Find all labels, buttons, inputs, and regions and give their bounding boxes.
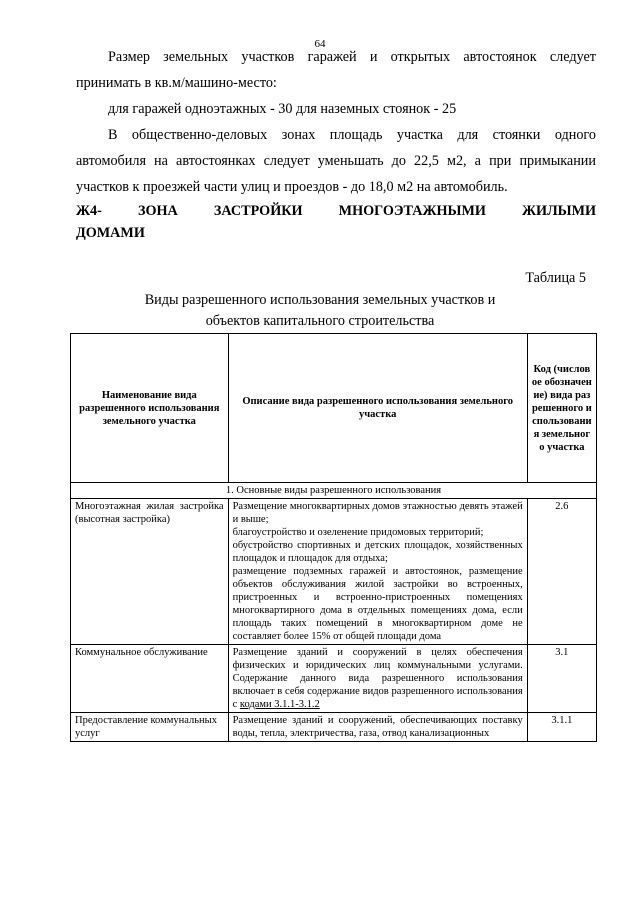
paragraph-line-2: принимать в кв.м/машино-место: <box>76 75 277 91</box>
row-code: 3.1 <box>527 645 596 713</box>
row-code: 2.6 <box>527 499 596 645</box>
description-line: размещение подземных гаражей и автостоянок, размещение объектов обслуживания жилой застройки во встроенных, пристроенных и встроенно-пристроенных помещениях многоквартирного дома в отдельных помещениях дома, если площадь таких помещений в многоквартирном доме не составляет более 15% от общей площади дома <box>232 566 523 642</box>
page-number: 64 <box>314 38 326 50</box>
table-row <box>71 713 597 742</box>
table-title-line-1: Виды разрешенного использования земельных участков и <box>144 292 496 308</box>
table-header-row <box>71 334 597 483</box>
header-description: Описание вида разрешенного использования земельного участка <box>228 334 527 483</box>
row-name: Коммунальное обслуживание <box>71 645 229 713</box>
paragraph-line-3: для гаражей одноэтажных - 30 для наземных стоянок - 25 <box>108 101 457 117</box>
row-description <box>228 499 527 645</box>
section-title: 1. Основные виды разрешенного использования <box>71 483 597 499</box>
description-line: благоустройство и озеленение придомовых территорий; <box>232 527 484 538</box>
land-use-table <box>70 333 597 742</box>
table-title-line-2: объектов капитального строительства <box>205 313 435 329</box>
row-name: Предоставление коммунальных услуг <box>71 713 229 742</box>
header-name: Наименование вида разрешенного использования земельного участка <box>71 334 229 483</box>
row-description: Размещение зданий и сооружений, обеспечивающих поставку воды, тепла, электричества, газа, отвод канализационных <box>228 713 527 742</box>
paragraph-line-5: автомобиля на автостоянках следует уменьшать до 22,5 м2, а при примыкании <box>76 153 596 169</box>
table-row <box>71 645 597 713</box>
table-row <box>71 499 597 645</box>
row-code: 3.1.1 <box>527 713 596 742</box>
paragraph-line-1: Размер земельных участков гаражей и открытых автостоянок следует <box>108 49 596 65</box>
description-line: Размещение многоквартирных домов этажностью девять этажей и выше; <box>232 501 523 525</box>
table-caption: Таблица 5 <box>525 270 586 286</box>
zone-heading-line-2: ДОМАМИ <box>76 225 145 241</box>
codes-link[interactable]: кодами 3.1.1-3.1.2 <box>239 699 320 710</box>
paragraph-line-4: В общественно-деловых зонах площадь участка для стоянки одного <box>108 127 596 143</box>
row-name: Многоэтажная жилая застройка (высотная застройка) <box>71 499 229 645</box>
paragraph-line-6: участков к проезжей части улиц и проездов - до 18,0 м2 на автомобиль. <box>76 179 508 195</box>
description-line: обустройство спортивных и детских площадок, хозяйственных площадок и площадок для отдыха; <box>232 540 523 564</box>
zone-heading-line-1: Ж4- ЗОНА ЗАСТРОЙКИ МНОГОЭТАЖНЫМИ ЖИЛЫМИ <box>76 203 596 219</box>
header-code: Код (числовое обозначение) вида разрешенного использования земельного участка <box>527 334 596 483</box>
section-row <box>71 483 597 499</box>
row-description: Размещение зданий и сооружений в целях обеспечения физических и юридических лиц коммунальными услугами. Содержание данного вида разрешенного использования включает в себя содержание видов разрешенного использования с кодами 3.1.1-3.1.2 <box>228 645 527 713</box>
